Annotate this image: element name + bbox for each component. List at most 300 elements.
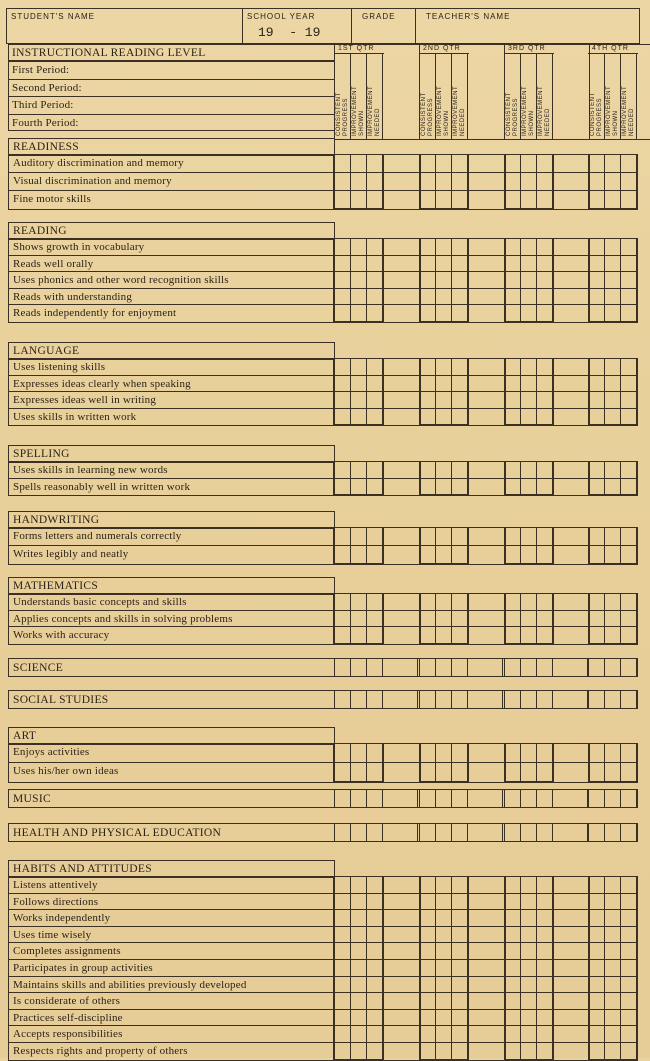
grade-checkbox[interactable]	[620, 658, 637, 677]
grade-checkbox[interactable]	[536, 610, 553, 628]
grade-checkbox[interactable]	[350, 893, 367, 911]
grade-checkbox[interactable]	[435, 288, 452, 306]
grade-checkbox[interactable]	[520, 690, 537, 709]
grade-checkbox[interactable]	[620, 789, 637, 808]
grade-checkbox[interactable]	[419, 976, 436, 994]
grade-checkbox[interactable]	[419, 1025, 436, 1043]
grade-checkbox[interactable]	[520, 358, 537, 376]
grade-checkbox[interactable]	[350, 762, 367, 782]
grade-checkbox[interactable]	[588, 893, 605, 911]
grade-checkbox[interactable]	[350, 876, 367, 894]
grade-checkbox[interactable]	[504, 304, 521, 322]
grade-checkbox[interactable]	[334, 271, 351, 289]
grade-checkbox[interactable]	[536, 658, 553, 677]
grade-checkbox[interactable]	[588, 690, 605, 709]
grade-checkbox[interactable]	[366, 876, 383, 894]
grade-checkbox[interactable]	[366, 789, 383, 808]
reading-period-label[interactable]: First Period:	[12, 64, 70, 76]
grade-checkbox[interactable]	[451, 358, 468, 376]
grade-checkbox[interactable]	[588, 762, 605, 782]
grade-checkbox[interactable]	[350, 527, 367, 546]
grade-checkbox[interactable]	[366, 823, 383, 842]
grade-checkbox[interactable]	[334, 408, 351, 426]
grade-checkbox[interactable]	[520, 893, 537, 911]
grade-checkbox[interactable]	[419, 154, 436, 173]
grade-checkbox[interactable]	[451, 1042, 468, 1060]
grade-checkbox[interactable]	[588, 942, 605, 960]
grade-checkbox[interactable]	[350, 1042, 367, 1060]
grade-checkbox[interactable]	[536, 762, 553, 782]
grade-checkbox[interactable]	[504, 190, 521, 209]
grade-checkbox[interactable]	[504, 271, 521, 289]
grade-checkbox[interactable]	[366, 959, 383, 977]
grade-checkbox[interactable]	[334, 658, 351, 677]
grade-checkbox[interactable]	[588, 658, 605, 677]
grade-checkbox[interactable]	[520, 823, 537, 842]
grade-checkbox[interactable]	[536, 1025, 553, 1043]
grade-checkbox[interactable]	[366, 1042, 383, 1060]
grade-checkbox[interactable]	[366, 992, 383, 1010]
grade-checkbox[interactable]	[366, 1009, 383, 1027]
grade-checkbox[interactable]	[536, 992, 553, 1010]
grade-checkbox[interactable]	[419, 909, 436, 927]
grade-checkbox[interactable]	[504, 626, 521, 644]
grade-checkbox[interactable]	[536, 743, 553, 763]
grade-checkbox[interactable]	[350, 610, 367, 628]
grade-checkbox[interactable]	[520, 238, 537, 256]
grade-checkbox[interactable]	[435, 478, 452, 496]
grade-checkbox[interactable]	[604, 461, 621, 479]
grade-checkbox[interactable]	[588, 238, 605, 256]
grade-checkbox[interactable]	[350, 238, 367, 256]
grade-checkbox[interactable]	[620, 1025, 637, 1043]
grade-checkbox[interactable]	[588, 610, 605, 628]
grade-checkbox[interactable]	[604, 172, 621, 191]
grade-checkbox[interactable]	[366, 172, 383, 191]
grade-checkbox[interactable]	[419, 527, 436, 546]
grade-checkbox[interactable]	[366, 658, 383, 677]
grade-checkbox[interactable]	[604, 926, 621, 944]
grade-checkbox[interactable]	[604, 959, 621, 977]
grade-checkbox[interactable]	[451, 154, 468, 173]
grade-checkbox[interactable]	[520, 304, 537, 322]
grade-checkbox[interactable]	[520, 190, 537, 209]
grade-checkbox[interactable]	[604, 358, 621, 376]
grade-checkbox[interactable]	[620, 172, 637, 191]
grade-checkbox[interactable]	[504, 461, 521, 479]
grade-checkbox[interactable]	[435, 658, 452, 677]
grade-checkbox[interactable]	[504, 658, 521, 677]
grade-checkbox[interactable]	[536, 190, 553, 209]
grade-checkbox[interactable]	[620, 976, 637, 994]
grade-checkbox[interactable]	[451, 375, 468, 393]
grade-checkbox[interactable]	[588, 190, 605, 209]
grade-checkbox[interactable]	[435, 743, 452, 763]
grade-checkbox[interactable]	[435, 593, 452, 611]
grade-checkbox[interactable]	[588, 375, 605, 393]
grade-checkbox[interactable]	[604, 288, 621, 306]
grade-checkbox[interactable]	[419, 238, 436, 256]
grade-checkbox[interactable]	[604, 255, 621, 273]
grade-checkbox[interactable]	[419, 743, 436, 763]
grade-checkbox[interactable]	[520, 527, 537, 546]
grade-comment-cell[interactable]	[467, 690, 503, 709]
grade-checkbox[interactable]	[419, 375, 436, 393]
grade-checkbox[interactable]	[350, 190, 367, 209]
grade-checkbox[interactable]	[350, 408, 367, 426]
grade-checkbox[interactable]	[366, 610, 383, 628]
grade-checkbox[interactable]	[451, 942, 468, 960]
grade-checkbox[interactable]	[520, 658, 537, 677]
grade-checkbox[interactable]	[350, 626, 367, 644]
grade-checkbox[interactable]	[435, 255, 452, 273]
grade-checkbox[interactable]	[604, 304, 621, 322]
grade-checkbox[interactable]	[435, 690, 452, 709]
grade-comment-cell[interactable]	[636, 789, 638, 808]
grade-checkbox[interactable]	[504, 762, 521, 782]
grade-checkbox[interactable]	[419, 288, 436, 306]
grade-checkbox[interactable]	[536, 238, 553, 256]
grade-checkbox[interactable]	[350, 255, 367, 273]
grade-checkbox[interactable]	[350, 976, 367, 994]
grade-checkbox[interactable]	[536, 876, 553, 894]
grade-checkbox[interactable]	[604, 762, 621, 782]
grade-checkbox[interactable]	[366, 255, 383, 273]
grade-checkbox[interactable]	[334, 304, 351, 322]
grade-checkbox[interactable]	[620, 823, 637, 842]
grade-checkbox[interactable]	[604, 1025, 621, 1043]
grade-checkbox[interactable]	[536, 391, 553, 409]
grade-checkbox[interactable]	[604, 893, 621, 911]
grade-checkbox[interactable]	[334, 461, 351, 479]
grade-checkbox[interactable]	[604, 743, 621, 763]
grade-checkbox[interactable]	[334, 288, 351, 306]
grade-checkbox[interactable]	[588, 1042, 605, 1060]
grade-checkbox[interactable]	[620, 762, 637, 782]
grade-checkbox[interactable]	[536, 1009, 553, 1027]
grade-checkbox[interactable]	[350, 478, 367, 496]
grade-checkbox[interactable]	[588, 358, 605, 376]
grade-checkbox[interactable]	[366, 391, 383, 409]
grade-checkbox[interactable]	[435, 789, 452, 808]
grade-checkbox[interactable]	[350, 271, 367, 289]
grade-checkbox[interactable]	[435, 154, 452, 173]
grade-checkbox[interactable]	[504, 690, 521, 709]
grade-checkbox[interactable]	[536, 942, 553, 960]
grade-checkbox[interactable]	[604, 992, 621, 1010]
grade-checkbox[interactable]	[366, 527, 383, 546]
grade-checkbox[interactable]	[334, 762, 351, 782]
grade-checkbox[interactable]	[435, 172, 452, 191]
grade-checkbox[interactable]	[435, 992, 452, 1010]
grade-checkbox[interactable]	[435, 391, 452, 409]
grade-checkbox[interactable]	[588, 391, 605, 409]
grade-checkbox[interactable]	[588, 992, 605, 1010]
grade-checkbox[interactable]	[588, 154, 605, 173]
grade-checkbox[interactable]	[451, 909, 468, 927]
grade-checkbox[interactable]	[451, 658, 468, 677]
grade-checkbox[interactable]	[419, 658, 436, 677]
grade-checkbox[interactable]	[588, 478, 605, 496]
grade-checkbox[interactable]	[504, 391, 521, 409]
grade-checkbox[interactable]	[520, 271, 537, 289]
grade-checkbox[interactable]	[588, 959, 605, 977]
grade-checkbox[interactable]	[604, 610, 621, 628]
grade-checkbox[interactable]	[588, 743, 605, 763]
grade-checkbox[interactable]	[520, 1025, 537, 1043]
grade-checkbox[interactable]	[419, 626, 436, 644]
grade-checkbox[interactable]	[620, 593, 637, 611]
grade-checkbox[interactable]	[504, 154, 521, 173]
grade-comment-cell[interactable]	[552, 823, 588, 842]
grade-checkbox[interactable]	[604, 909, 621, 927]
grade-comment-cell[interactable]	[636, 690, 638, 709]
grade-checkbox[interactable]	[588, 545, 605, 564]
grade-checkbox[interactable]	[520, 743, 537, 763]
grade-checkbox[interactable]	[366, 762, 383, 782]
grade-checkbox[interactable]	[620, 610, 637, 628]
grade-checkbox[interactable]	[435, 823, 452, 842]
grade-checkbox[interactable]	[520, 545, 537, 564]
grade-checkbox[interactable]	[366, 743, 383, 763]
grade-checkbox[interactable]	[419, 789, 436, 808]
grade-checkbox[interactable]	[451, 610, 468, 628]
grade-checkbox[interactable]	[604, 1042, 621, 1060]
grade-checkbox[interactable]	[604, 823, 621, 842]
grade-checkbox[interactable]	[604, 789, 621, 808]
grade-checkbox[interactable]	[350, 992, 367, 1010]
grade-checkbox[interactable]	[334, 876, 351, 894]
grade-checkbox[interactable]	[604, 976, 621, 994]
grade-checkbox[interactable]	[334, 1042, 351, 1060]
grade-checkbox[interactable]	[451, 762, 468, 782]
grade-checkbox[interactable]	[620, 992, 637, 1010]
grade-checkbox[interactable]	[504, 375, 521, 393]
grade-checkbox[interactable]	[435, 610, 452, 628]
grade-checkbox[interactable]	[435, 271, 452, 289]
grade-checkbox[interactable]	[536, 408, 553, 426]
grade-checkbox[interactable]	[504, 789, 521, 808]
grade-checkbox[interactable]	[366, 926, 383, 944]
grade-checkbox[interactable]	[504, 893, 521, 911]
grade-checkbox[interactable]	[435, 1042, 452, 1060]
grade-checkbox[interactable]	[350, 288, 367, 306]
grade-checkbox[interactable]	[520, 762, 537, 782]
grade-checkbox[interactable]	[435, 545, 452, 564]
grade-checkbox[interactable]	[451, 823, 468, 842]
grade-checkbox[interactable]	[350, 823, 367, 842]
grade-checkbox[interactable]	[334, 391, 351, 409]
grade-checkbox[interactable]	[366, 909, 383, 927]
grade-checkbox[interactable]	[536, 154, 553, 173]
grade-checkbox[interactable]	[419, 926, 436, 944]
grade-checkbox[interactable]	[451, 391, 468, 409]
grade-checkbox[interactable]	[520, 789, 537, 808]
grade-checkbox[interactable]	[435, 1009, 452, 1027]
grade-checkbox[interactable]	[588, 626, 605, 644]
grade-checkbox[interactable]	[435, 375, 452, 393]
grade-checkbox[interactable]	[588, 271, 605, 289]
grade-checkbox[interactable]	[419, 271, 436, 289]
grade-checkbox[interactable]	[419, 172, 436, 191]
grade-checkbox[interactable]	[504, 408, 521, 426]
grade-checkbox[interactable]	[435, 959, 452, 977]
grade-checkbox[interactable]	[451, 190, 468, 209]
grade-checkbox[interactable]	[620, 391, 637, 409]
grade-checkbox[interactable]	[504, 959, 521, 977]
grade-checkbox[interactable]	[419, 190, 436, 209]
grade-checkbox[interactable]	[419, 1009, 436, 1027]
school-year-field[interactable]	[243, 9, 352, 43]
grade-checkbox[interactable]	[350, 358, 367, 376]
grade-checkbox[interactable]	[435, 926, 452, 944]
grade-comment-cell[interactable]	[382, 823, 418, 842]
grade-checkbox[interactable]	[334, 789, 351, 808]
grade-checkbox[interactable]	[435, 461, 452, 479]
grade-checkbox[interactable]	[334, 690, 351, 709]
grade-comment-cell[interactable]	[636, 823, 638, 842]
grade-checkbox[interactable]	[588, 172, 605, 191]
grade-checkbox[interactable]	[504, 358, 521, 376]
grade-comment-cell[interactable]	[382, 690, 418, 709]
grade-checkbox[interactable]	[451, 992, 468, 1010]
grade-checkbox[interactable]	[588, 593, 605, 611]
grade-checkbox[interactable]	[451, 743, 468, 763]
grade-checkbox[interactable]	[451, 271, 468, 289]
grade-checkbox[interactable]	[620, 408, 637, 426]
grade-checkbox[interactable]	[350, 942, 367, 960]
grade-checkbox[interactable]	[588, 255, 605, 273]
grade-checkbox[interactable]	[366, 976, 383, 994]
grade-checkbox[interactable]	[334, 545, 351, 564]
grade-checkbox[interactable]	[536, 288, 553, 306]
grade-checkbox[interactable]	[451, 789, 468, 808]
grade-checkbox[interactable]	[504, 255, 521, 273]
grade-checkbox[interactable]	[334, 1009, 351, 1027]
grade-checkbox[interactable]	[604, 478, 621, 496]
grade-checkbox[interactable]	[366, 238, 383, 256]
grade-checkbox[interactable]	[520, 876, 537, 894]
grade-checkbox[interactable]	[620, 1042, 637, 1060]
grade-checkbox[interactable]	[620, 271, 637, 289]
grade-checkbox[interactable]	[520, 154, 537, 173]
grade-checkbox[interactable]	[504, 942, 521, 960]
grade-checkbox[interactable]	[536, 1042, 553, 1060]
grade-checkbox[interactable]	[520, 375, 537, 393]
grade-checkbox[interactable]	[435, 527, 452, 546]
grade-checkbox[interactable]	[588, 461, 605, 479]
grade-checkbox[interactable]	[334, 527, 351, 546]
grade-checkbox[interactable]	[504, 610, 521, 628]
grade-checkbox[interactable]	[604, 527, 621, 546]
reading-period-label[interactable]: Fourth Period:	[12, 116, 79, 129]
reading-period-label[interactable]: Second Period:	[12, 81, 82, 94]
grade-checkbox[interactable]	[604, 876, 621, 894]
grade-checkbox[interactable]	[536, 626, 553, 644]
grade-checkbox[interactable]	[366, 358, 383, 376]
grade-checkbox[interactable]	[451, 893, 468, 911]
grade-checkbox[interactable]	[504, 909, 521, 927]
grade-checkbox[interactable]	[419, 992, 436, 1010]
grade-checkbox[interactable]	[334, 478, 351, 496]
grade-checkbox[interactable]	[366, 408, 383, 426]
grade-comment-cell[interactable]	[382, 789, 418, 808]
grade-checkbox[interactable]	[451, 288, 468, 306]
grade-field[interactable]	[352, 9, 416, 43]
grade-comment-cell[interactable]	[467, 658, 503, 677]
grade-checkbox[interactable]	[350, 304, 367, 322]
grade-checkbox[interactable]	[350, 461, 367, 479]
grade-checkbox[interactable]	[620, 527, 637, 546]
grade-checkbox[interactable]	[451, 876, 468, 894]
grade-checkbox[interactable]	[334, 942, 351, 960]
grade-checkbox[interactable]	[419, 893, 436, 911]
grade-checkbox[interactable]	[520, 1042, 537, 1060]
grade-checkbox[interactable]	[451, 690, 468, 709]
grade-checkbox[interactable]	[366, 690, 383, 709]
grade-checkbox[interactable]	[504, 593, 521, 611]
grade-checkbox[interactable]	[504, 743, 521, 763]
grade-comment-cell[interactable]	[552, 690, 588, 709]
grade-checkbox[interactable]	[536, 926, 553, 944]
grade-checkbox[interactable]	[588, 926, 605, 944]
grade-checkbox[interactable]	[435, 238, 452, 256]
grade-checkbox[interactable]	[334, 1025, 351, 1043]
grade-checkbox[interactable]	[451, 976, 468, 994]
grade-checkbox[interactable]	[536, 789, 553, 808]
grade-checkbox[interactable]	[504, 1009, 521, 1027]
grade-checkbox[interactable]	[620, 545, 637, 564]
grade-checkbox[interactable]	[366, 271, 383, 289]
grade-comment-cell[interactable]	[382, 658, 418, 677]
grade-checkbox[interactable]	[604, 942, 621, 960]
grade-checkbox[interactable]	[504, 288, 521, 306]
grade-checkbox[interactable]	[451, 1025, 468, 1043]
grade-checkbox[interactable]	[350, 375, 367, 393]
grade-checkbox[interactable]	[620, 288, 637, 306]
grade-checkbox[interactable]	[451, 408, 468, 426]
grade-checkbox[interactable]	[604, 271, 621, 289]
grade-checkbox[interactable]	[504, 238, 521, 256]
grade-checkbox[interactable]	[350, 593, 367, 611]
grade-checkbox[interactable]	[366, 154, 383, 173]
grade-checkbox[interactable]	[536, 255, 553, 273]
grade-checkbox[interactable]	[536, 823, 553, 842]
grade-checkbox[interactable]	[334, 743, 351, 763]
grade-checkbox[interactable]	[334, 909, 351, 927]
grade-checkbox[interactable]	[366, 626, 383, 644]
grade-checkbox[interactable]	[334, 154, 351, 173]
grade-checkbox[interactable]	[588, 823, 605, 842]
grade-checkbox[interactable]	[604, 593, 621, 611]
grade-checkbox[interactable]	[435, 909, 452, 927]
grade-checkbox[interactable]	[536, 909, 553, 927]
grade-checkbox[interactable]	[366, 375, 383, 393]
grade-checkbox[interactable]	[334, 593, 351, 611]
grade-checkbox[interactable]	[604, 238, 621, 256]
grade-checkbox[interactable]	[334, 610, 351, 628]
grade-checkbox[interactable]	[588, 789, 605, 808]
grade-checkbox[interactable]	[620, 255, 637, 273]
grade-checkbox[interactable]	[451, 926, 468, 944]
grade-checkbox[interactable]	[419, 593, 436, 611]
grade-checkbox[interactable]	[604, 391, 621, 409]
grade-checkbox[interactable]	[620, 942, 637, 960]
grade-checkbox[interactable]	[350, 690, 367, 709]
grade-checkbox[interactable]	[334, 238, 351, 256]
grade-checkbox[interactable]	[620, 358, 637, 376]
grade-checkbox[interactable]	[620, 1009, 637, 1027]
